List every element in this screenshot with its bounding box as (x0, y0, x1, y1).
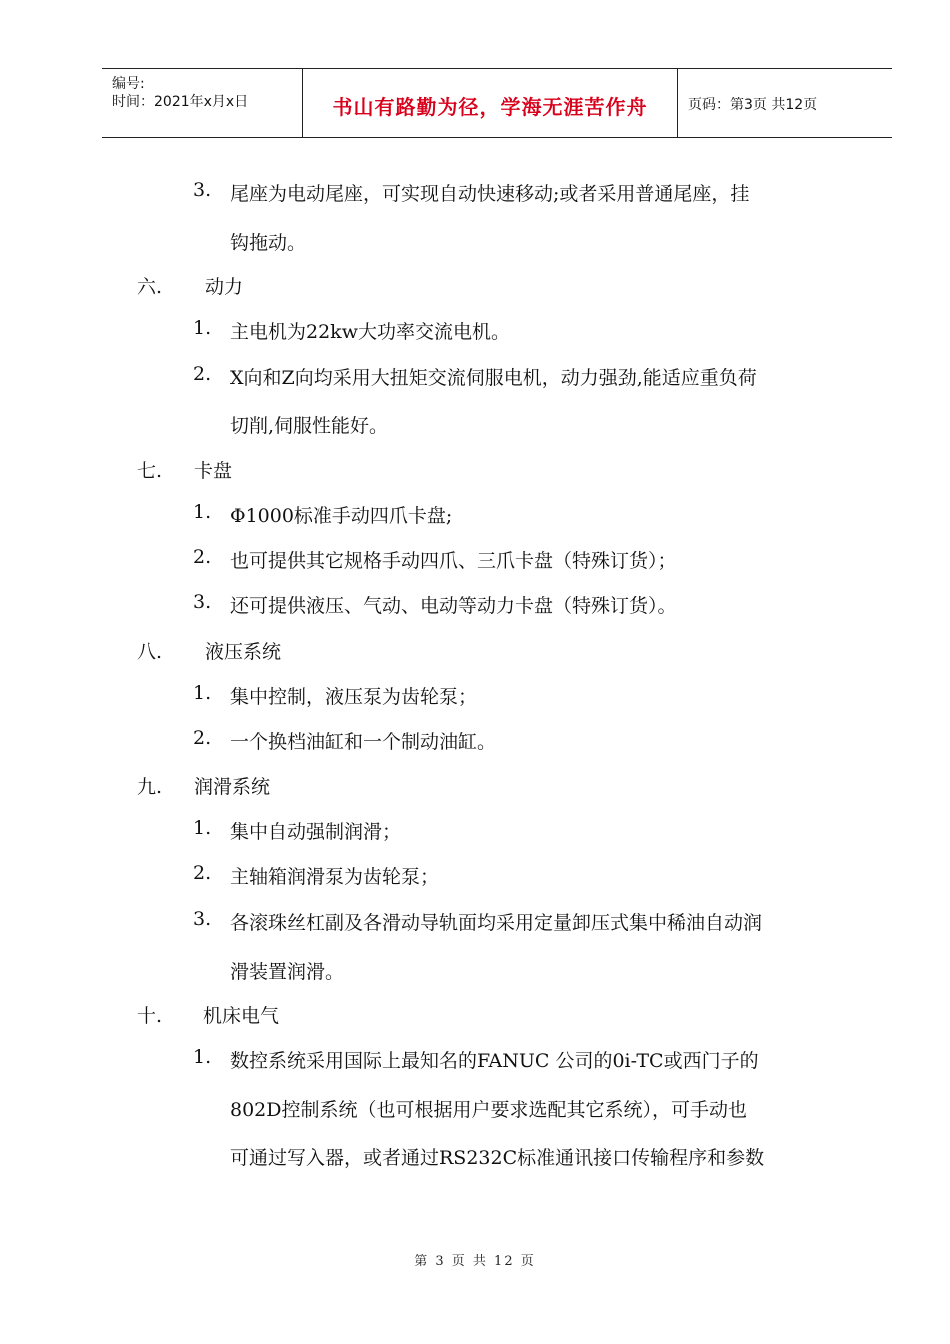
section-number: 十. (137, 1005, 163, 1027)
list-item-number: 1. (193, 682, 212, 704)
list-item-continuation: 切削,伺服性能好。 (230, 415, 389, 437)
list-item-continuation: 滑装置润滑。 (230, 961, 345, 983)
page-footer (0, 1250, 950, 1269)
list-item-text: Φ1000标准手动四爪卡盘; (230, 505, 453, 527)
section-title: 液压系统 (205, 641, 282, 663)
list-item-number: 1. (193, 1046, 212, 1068)
list-item-text: 也可提供其它规格手动四爪、三爪卡盘（特殊订货）； (230, 550, 677, 572)
list-item-text: X向和Z向均采用大扭矩交流伺服电机，动力强劲,能适应重负荷 (230, 367, 757, 389)
section-number: 八. (137, 641, 163, 663)
section-title: 润滑系统 (194, 776, 271, 798)
list-item-number: 1. (193, 501, 212, 523)
list-item-text: 尾座为电动尾座，可实现自动快速移动;或者采用普通尾座，挂 (230, 183, 750, 205)
list-item-text: 各滚珠丝杠副及各滑动导轨面均采用定量卸压式集中稀油自动润 (230, 912, 763, 934)
document-number-label: 编号: (112, 76, 145, 92)
section-title: 卡盘 (194, 460, 233, 482)
list-item-number: 2. (193, 363, 212, 385)
header-page-info: 页码：第3页 共12页 (688, 97, 818, 113)
section-number: 六. (137, 276, 163, 298)
list-item-text: 数控系统采用国际上最知名的FANUC 公司的0i-TC或西门子的 (230, 1050, 759, 1072)
list-item-number: 3. (193, 908, 212, 930)
header-page-cell (678, 69, 892, 137)
header-motto-cell (302, 69, 678, 137)
document-time-label: 时间：2021年x月x日 (112, 94, 249, 110)
list-item-text: 还可提供液压、气动、电动等动力卡盘（特殊订货）。 (230, 595, 677, 617)
motto-text: 书山有路勤为径，学海无涯苦作舟 (332, 95, 648, 119)
list-item-text: 主电机为22kw大功率交流电机。 (230, 321, 510, 343)
list-item-text: 主轴箱润滑泵为齿轮泵； (230, 866, 440, 888)
list-item-text: 集中自动强制润滑； (230, 821, 402, 843)
section-number: 七. (137, 460, 163, 482)
list-item-text: 集中控制，液压泵为齿轮泵； (230, 686, 478, 708)
list-item-continuation: 钩拖动。 (230, 232, 307, 254)
section-number: 九. (137, 776, 163, 798)
header-meta-cell (102, 69, 302, 137)
section-title: 动力 (205, 276, 244, 298)
list-item-number: 1. (193, 317, 212, 339)
list-item-number: 2. (193, 862, 212, 884)
page-header (102, 68, 892, 138)
list-item-number: 3. (193, 179, 212, 201)
list-item-number: 3. (193, 591, 212, 613)
list-item-continuation: 可通过写入器，或者通过RS232C标准通讯接口传输程序和参数 (230, 1147, 765, 1169)
list-item (193, 179, 211, 201)
section-title: 机床电气 (203, 1005, 280, 1027)
list-item-number: 1. (193, 817, 212, 839)
list-item-number: 2. (193, 727, 212, 749)
list-item-text: 一个换档油缸和一个制动油缸。 (230, 731, 497, 753)
list-item-number: 2. (193, 546, 212, 568)
list-item-continuation: 802D控制系统（也可根据用户要求选配其它系统），可手动也 (230, 1099, 748, 1121)
footer-page-number: 第 3 页 共 12 页 (414, 1254, 536, 1269)
